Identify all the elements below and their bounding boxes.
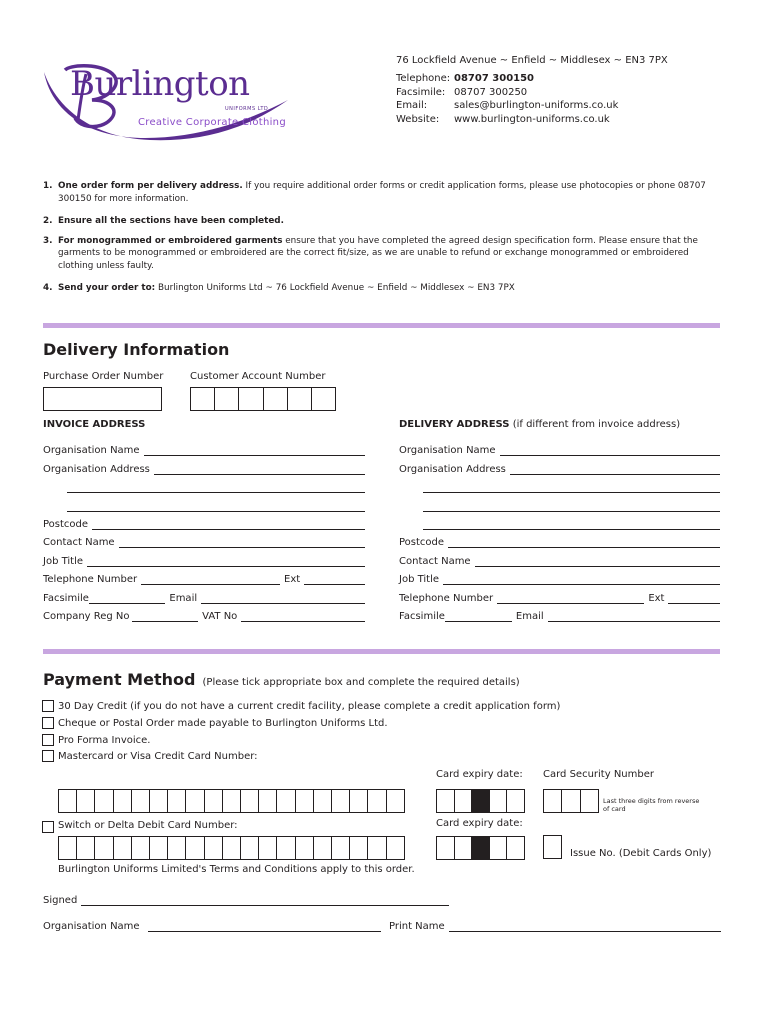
invoice-org-address-field[interactable]: Organisation Address [43, 463, 365, 475]
switch-card-number-input[interactable] [58, 836, 405, 860]
payment-heading-row [43, 670, 520, 689]
delivery-address-heading: DELIVERY ADDRESS (if different from invoice address) [399, 419, 681, 430]
pro-forma-label: Pro Forma Invoice. [58, 735, 151, 746]
website-label: Website: [396, 113, 440, 125]
contact-details [396, 72, 618, 126]
po-label: Purchase Order Number [43, 371, 164, 382]
email-label: Email: [396, 100, 428, 111]
security-number-label: Card Security Number [543, 769, 654, 780]
email-link[interactable]: sales@burlington-uniforms.co.uk [454, 100, 619, 111]
telephone-label: Telephone: [396, 73, 451, 84]
section-divider [43, 649, 720, 654]
invoice-telephone-field[interactable]: Telephone Number Ext [43, 573, 365, 585]
credit-expiry-label: Card expiry date: [436, 769, 523, 780]
switch-card-label: Switch or Delta Debit Card Number: [58, 820, 238, 831]
invoice-org-name-field[interactable]: Organisation Name [43, 444, 365, 456]
instruction-item: 1. One order form per delivery address. If you require additional order forms or credit application forms, please use photocopies or phone 08707 300150 for more information. [43, 181, 706, 204]
issue-number-label: Issue No. (Debit Cards Only) [570, 848, 712, 859]
delivery-heading: Delivery Information [43, 340, 230, 359]
website-link[interactable]: www.burlington-uniforms.co.uk [454, 113, 610, 125]
invoice-contact-name-field[interactable]: Contact Name [43, 536, 365, 548]
section-divider [43, 323, 720, 328]
brand-subname: UNIFORMS LTD [225, 106, 269, 112]
instruction-item: 3. For monogrammed or embroidered garments ensure that you have completed the agreed design specification form. Please ensure that the garments to be monogrammed or embroidered are the correct fit/size, as we are unable to refund or exchange monogrammed or embroidered clothing unless faulty. [43, 235, 698, 271]
invoice-fax-email-field[interactable]: Facsimile Email [43, 592, 365, 604]
invoice-job-title-field[interactable]: Job Title [43, 555, 365, 567]
cheque-checkbox[interactable] [42, 717, 54, 729]
account-number-input[interactable] [190, 387, 336, 411]
invoice-address-line[interactable] [67, 511, 365, 512]
instructions-list [43, 180, 723, 295]
brand-tagline: Creative Corporate Clothing [138, 117, 286, 128]
facsimile-value: 08707 300250 [454, 86, 528, 98]
cheque-label: Cheque or Postal Order made payable to Burlington Uniforms Ltd. [58, 718, 388, 729]
credit-30-day-checkbox[interactable] [42, 700, 54, 712]
pro-forma-checkbox[interactable] [42, 734, 54, 746]
credit-30-day-label: 30 Day Credit (if you do not have a current credit facility, please complete a credit application form) [58, 701, 561, 712]
account-label: Customer Account Number [190, 371, 326, 382]
delivery-address-line[interactable] [423, 529, 720, 530]
company-address: 76 Lockfield Avenue ~ Enfield ~ Middlesex ~ EN3 7PX [396, 55, 668, 66]
brand-name: Burlington [70, 64, 250, 104]
telephone-value: 08707 300150 [454, 73, 535, 84]
invoice-company-reg-vat-field[interactable]: Company Reg No VAT No [43, 610, 365, 622]
credit-card-label: Mastercard or Visa Credit Card Number: [58, 751, 258, 762]
payment-note: (Please tick appropriate box and complete the required details) [202, 677, 520, 688]
company-logo [40, 60, 300, 145]
invoice-address-line[interactable] [67, 492, 365, 493]
delivery-job-title-field[interactable]: Job Title [399, 573, 720, 585]
credit-card-checkbox[interactable] [42, 750, 54, 762]
print-name-field[interactable]: Print Name [389, 920, 721, 932]
switch-card-checkbox[interactable] [42, 821, 54, 833]
payment-heading: Payment Method [43, 670, 196, 689]
invoice-postcode-field[interactable]: Postcode [43, 518, 365, 530]
delivery-contact-name-field[interactable]: Contact Name [399, 555, 720, 567]
delivery-address-line[interactable] [423, 511, 720, 512]
instruction-item: 4. Send your order to: Burlington Uniforms Ltd ~ 76 Lockfield Avenue ~ Enfield ~ Middlesex ~ EN3 7PX [43, 283, 515, 293]
signed-field[interactable]: Signed [43, 894, 449, 906]
delivery-fax-email-field[interactable]: Facsimile Email [399, 610, 720, 622]
switch-expiry-input[interactable] [436, 836, 525, 860]
facsimile-label: Facsimile: [396, 86, 446, 98]
delivery-org-name-field[interactable]: Organisation Name [399, 444, 720, 456]
invoice-address-heading: INVOICE ADDRESS [43, 419, 146, 430]
issue-number-input[interactable] [543, 835, 562, 859]
po-number-input[interactable] [43, 387, 162, 411]
delivery-address-line[interactable] [423, 492, 720, 493]
terms-text: Burlington Uniforms Limited's Terms and Conditions apply to this order. [58, 864, 415, 875]
delivery-postcode-field[interactable]: Postcode [399, 536, 720, 548]
switch-expiry-label: Card expiry date: [436, 818, 523, 829]
security-number-input[interactable] [543, 789, 599, 813]
credit-expiry-input[interactable] [436, 789, 525, 813]
credit-card-number-input[interactable] [58, 789, 405, 813]
sign-org-name-field[interactable]: Organisation Name [43, 920, 381, 932]
delivery-org-address-field[interactable]: Organisation Address [399, 463, 720, 475]
security-note: Last three digits from reverse of card [603, 797, 700, 813]
instruction-item: 2. Ensure all the sections have been completed. [43, 216, 284, 226]
delivery-telephone-field[interactable]: Telephone Number Ext [399, 592, 720, 604]
